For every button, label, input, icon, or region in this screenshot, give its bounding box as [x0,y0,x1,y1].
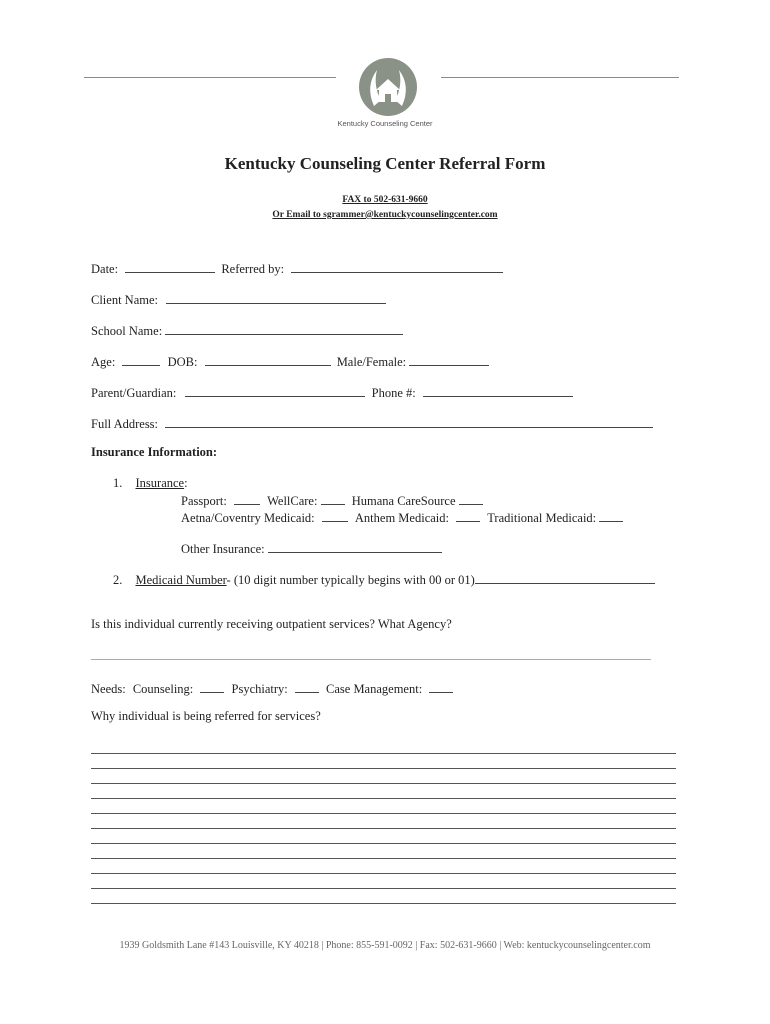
traditional-label: Traditional Medicaid: [487,511,597,525]
why-answer-line[interactable] [91,828,676,829]
traditional-field[interactable] [599,508,623,522]
psychiatry-label: Psychiatry: [231,682,288,696]
client-name-field[interactable] [166,290,386,304]
humana-label: Humana CareSource [351,494,456,508]
insurance-item-1-label: Insurance [135,476,185,490]
address-label: Full Address: [91,417,159,431]
other-insurance-label: Other Insurance: [181,542,265,556]
wellcare-field[interactable] [321,491,345,505]
case-management-label: Case Management: [326,682,423,696]
phone-field[interactable] [423,383,573,397]
referred-by-label: Referred by: [221,262,285,276]
sex-field[interactable] [409,352,489,366]
why-answer-line[interactable] [91,858,676,859]
age-field[interactable] [122,352,160,366]
school-name-row [91,321,403,339]
insurance-item-2 [113,570,655,588]
date-row [91,259,503,277]
case-management-field[interactable] [429,679,453,693]
email-line: Or Email to sgrammer@kentuckycounselingcenter.com [272,210,498,220]
referred-by-field[interactable] [291,259,503,273]
insurance-item-2-number: 2. [113,573,123,587]
phone-label: Phone #: [371,386,416,400]
why-answer-line[interactable] [91,753,676,754]
why-answer-line[interactable] [91,798,676,799]
address-field[interactable] [165,414,653,428]
fax-line: FAX to 502-631-9660 [342,195,428,205]
address-row [91,414,653,432]
why-answer-line[interactable] [91,888,676,889]
page-title: Kentucky Counseling Center Referral Form [224,154,546,173]
anthem-label: Anthem Medicaid: [354,511,449,525]
counseling-label: Counseling: [132,682,194,696]
why-answer-line[interactable] [91,813,676,814]
other-insurance-row [181,539,442,557]
medicaid-number-hint: - (10 digit number typically begins with 00 or 01) [226,573,475,587]
dob-label: DOB: [167,355,198,369]
insurance-item-1 [113,476,188,491]
outpatient-answer-line[interactable] [91,659,651,660]
aetna-label: Aetna/Coventry Medicaid: [181,511,315,525]
aetna-field[interactable] [322,508,348,522]
header-rule-left [84,77,336,78]
date-field[interactable] [125,259,215,273]
header-rule-right [441,77,679,78]
outpatient-question: Is this individual currently receiving outpatient services? What Agency? [91,617,452,631]
why-answer-line[interactable] [91,768,676,769]
school-name-field[interactable] [165,321,403,335]
insurance-options-row-1 [181,491,483,509]
needs-row [91,679,453,697]
wellcare-label: WellCare: [267,494,318,508]
passport-label: Passport: [181,494,227,508]
client-name-row [91,290,386,308]
why-answer-line[interactable] [91,843,676,844]
passport-field[interactable] [234,491,260,505]
why-answer-line[interactable] [91,873,676,874]
needs-label: Needs: [91,682,126,696]
psychiatry-field[interactable] [295,679,319,693]
age-row [91,352,489,370]
why-referred-question: Why individual is being referred for services? [91,709,321,723]
anthem-field[interactable] [456,508,480,522]
dob-field[interactable] [205,352,331,366]
date-label: Date: [91,262,119,276]
parent-row [91,383,573,401]
school-name-label: School Name: [91,324,163,338]
sex-label: Male/Female: [336,355,407,369]
client-name-label: Client Name: [91,293,158,307]
footer-contact: 1939 Goldsmith Lane #143 Louisville, KY 40218 | Phone: 855-591-0092 | Fax: 502-631-9660 | Web: kentuckycounselingcenter.com [119,940,651,951]
insurance-item-1-number: 1. [113,476,123,490]
why-answer-line[interactable] [91,903,676,904]
why-answer-line[interactable] [91,783,676,784]
humana-field[interactable] [459,491,483,505]
medicaid-number-label: Medicaid Number [135,573,227,587]
medicaid-number-field[interactable] [475,570,655,584]
insurance-heading: Insurance Information: [91,445,218,459]
parent-field[interactable] [185,383,365,397]
logo-icon [357,56,419,118]
age-label: Age: [91,355,116,369]
other-insurance-field[interactable] [268,539,442,553]
parent-label: Parent/Guardian: [91,386,177,400]
counseling-field[interactable] [200,679,224,693]
insurance-item-1-colon: : [184,476,188,490]
logo-caption: Kentucky Counseling Center [337,119,433,128]
insurance-options-row-2 [181,508,623,526]
